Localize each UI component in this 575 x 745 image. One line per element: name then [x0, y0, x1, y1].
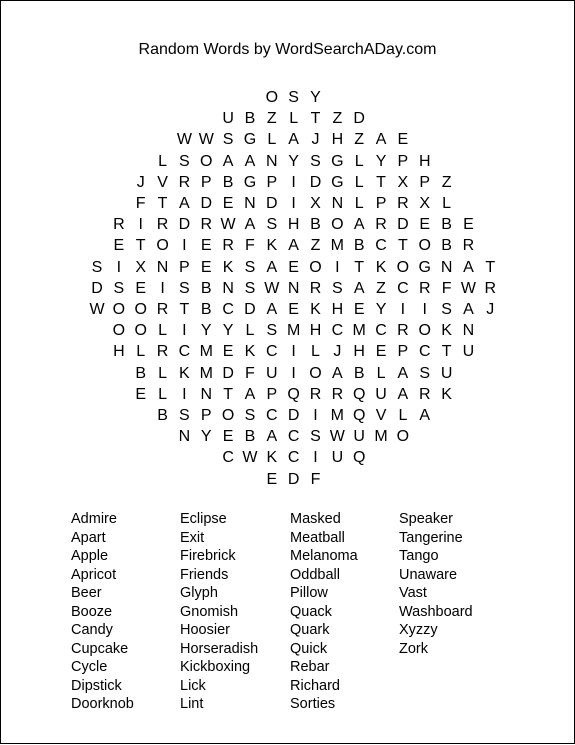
- grid-letter: C: [418, 343, 431, 361]
- grid-letter: N: [462, 322, 475, 340]
- word-list-item: Apricot: [71, 566, 117, 583]
- grid-letter: C: [287, 449, 300, 467]
- grid-letter: X: [397, 173, 409, 191]
- grid-letter: E: [288, 258, 299, 276]
- grid-letter: N: [200, 385, 213, 403]
- grid-letter: C: [375, 237, 387, 255]
- grid-letter: U: [331, 449, 344, 467]
- grid-letter: C: [266, 343, 278, 361]
- word-list-item: Richard: [290, 677, 340, 694]
- grid-letter: S: [419, 364, 431, 382]
- grid-letter: I: [422, 301, 427, 318]
- grid-letter: M: [330, 237, 344, 255]
- grid-letter: S: [91, 258, 103, 276]
- word-list-item: Xyzzy: [399, 622, 438, 638]
- grid-letter: H: [287, 216, 300, 234]
- word-list-item: Quack: [290, 603, 332, 620]
- grid-letter: K: [179, 364, 190, 382]
- grid-letter: C: [287, 428, 300, 446]
- grid-letter: P: [179, 258, 190, 276]
- grid-letter: K: [266, 237, 278, 255]
- grid-letter: B: [441, 237, 452, 255]
- grid-letter: T: [310, 110, 321, 128]
- grid-letter: Q: [287, 385, 300, 403]
- grid-letter: V: [375, 407, 387, 424]
- grid-letter: K: [244, 343, 256, 361]
- grid-letter: B: [310, 216, 321, 234]
- grid-letter: F: [245, 364, 255, 382]
- grid-letter: N: [287, 279, 300, 297]
- grid-letter: S: [179, 279, 190, 297]
- grid-letter: O: [396, 428, 410, 446]
- grid-letter: C: [222, 301, 234, 318]
- grid-letter: L: [311, 343, 320, 361]
- grid-letter: B: [222, 173, 234, 191]
- grid-letter: C: [397, 279, 409, 297]
- grid-letter: E: [266, 470, 278, 488]
- grid-letter: Y: [375, 301, 387, 318]
- grid-letter: R: [178, 173, 191, 191]
- grid-letter: G: [243, 173, 257, 191]
- grid-letter: E: [135, 385, 147, 403]
- grid-letter: N: [156, 258, 169, 276]
- grid-letter: L: [158, 385, 167, 403]
- grid-letter: H: [331, 301, 344, 318]
- grid-letter: I: [313, 449, 318, 467]
- grid-letter: R: [156, 301, 169, 318]
- grid-letter: U: [375, 385, 387, 403]
- grid-letter: L: [136, 343, 146, 361]
- grid-letter: O: [418, 237, 431, 255]
- grid-letter: Q: [352, 449, 366, 467]
- grid-letter: P: [397, 343, 409, 361]
- grid-letter: D: [244, 301, 256, 318]
- grid-letter: G: [418, 258, 431, 276]
- grid-letter: B: [244, 428, 256, 446]
- grid-letter: E: [222, 195, 234, 212]
- grid-letter: O: [134, 322, 147, 340]
- grid-letter: R: [331, 385, 344, 403]
- grid-letter: C: [178, 343, 191, 361]
- grid-letter: W: [220, 216, 236, 234]
- grid-letter: Z: [332, 110, 343, 128]
- word-list-item: Lick: [180, 677, 206, 694]
- grid-letter: P: [266, 385, 278, 403]
- word-list: [1, 1, 574, 745]
- grid-letter: B: [135, 364, 147, 382]
- grid-letter: S: [310, 152, 321, 170]
- grid-letter: A: [266, 258, 278, 276]
- grid-letter: D: [91, 279, 103, 297]
- grid-letter: E: [135, 279, 147, 297]
- word-list-item: Oddball: [290, 566, 340, 583]
- grid-letter: O: [331, 216, 344, 234]
- grid-letter: E: [353, 301, 365, 318]
- grid-letter: B: [244, 110, 256, 128]
- grid-letter: G: [331, 173, 344, 191]
- grid-letter: L: [158, 152, 167, 170]
- grid-letter: S: [266, 216, 278, 234]
- grid-letter: M: [199, 343, 213, 361]
- grid-letter: W: [176, 131, 192, 149]
- grid-letter: B: [441, 216, 452, 234]
- grid-letter: F: [245, 237, 255, 255]
- grid-letter: U: [266, 364, 278, 382]
- grid-letter: X: [135, 258, 147, 276]
- grid-letter: R: [484, 279, 497, 297]
- grid-letter: C: [331, 322, 344, 340]
- grid-letter: O: [156, 237, 169, 255]
- grid-letter: D: [353, 110, 365, 128]
- grid-letter: L: [376, 364, 386, 382]
- grid-letter: C: [222, 449, 234, 467]
- grid-letter: A: [397, 385, 409, 403]
- grid-letter: T: [223, 385, 233, 403]
- grid-letter: D: [178, 216, 191, 234]
- grid-letter: I: [313, 407, 318, 424]
- grid-letter: Y: [200, 322, 212, 340]
- word-list-item: Candy: [71, 622, 113, 638]
- grid-letter: T: [354, 258, 365, 276]
- word-list-item: Admire: [71, 511, 117, 527]
- grid-letter: W: [89, 301, 105, 318]
- word-list-item: Pillow: [290, 585, 328, 601]
- grid-letter: X: [419, 195, 431, 212]
- word-list-item: Quark: [290, 622, 330, 638]
- grid-letter: B: [200, 301, 212, 318]
- grid-letter: Q: [352, 407, 366, 424]
- grid-letter: L: [289, 110, 299, 128]
- grid-letter: O: [112, 301, 126, 318]
- grid-letter: E: [397, 131, 409, 149]
- grid-letter: T: [485, 258, 496, 276]
- grid-letter: P: [375, 195, 387, 212]
- grid-letter: D: [287, 407, 300, 424]
- grid-letter: U: [440, 364, 453, 382]
- grid-letter: T: [157, 195, 168, 212]
- grid-letter: R: [375, 216, 387, 234]
- page-title: Random Words by WordSearchADay.com: [138, 41, 437, 58]
- grid-letter: B: [353, 237, 365, 255]
- grid-letter: I: [291, 343, 296, 361]
- grid-letter: I: [291, 173, 296, 191]
- grid-letter: K: [375, 258, 387, 276]
- grid-letter: M: [330, 407, 344, 424]
- grid-letter: L: [354, 173, 364, 191]
- word-list-item: Lint: [180, 696, 204, 712]
- grid-letter: U: [462, 343, 475, 361]
- grid-letter: L: [267, 131, 277, 149]
- grid-letter: E: [200, 237, 212, 255]
- grid-letter: I: [291, 195, 296, 212]
- grid-letter: Z: [376, 279, 386, 297]
- grid-letter: S: [441, 301, 452, 318]
- word-list-item: Tangerine: [399, 529, 463, 546]
- word-list-item: Rebar: [290, 659, 330, 675]
- grid-letter: E: [288, 301, 299, 318]
- grid-letter: R: [156, 343, 169, 361]
- grid-letter: H: [113, 343, 125, 361]
- grid-letter: R: [418, 385, 431, 403]
- grid-letter: S: [244, 258, 256, 276]
- grid-letter: I: [182, 385, 187, 403]
- grid-letter: O: [134, 301, 147, 318]
- grid-letter: V: [157, 173, 168, 191]
- grid-letter: S: [310, 428, 321, 446]
- grid-letter: Y: [375, 152, 387, 170]
- word-list-item: Unaware: [399, 566, 458, 583]
- grid-letter: K: [441, 322, 452, 340]
- grid-letter: P: [397, 152, 409, 170]
- word-list-item: Tango: [399, 548, 439, 564]
- grid-letter: A: [244, 152, 256, 170]
- grid-letter: S: [222, 131, 234, 149]
- grid-letter: A: [179, 195, 190, 212]
- grid-letter: D: [397, 216, 409, 234]
- grid-letter: S: [179, 407, 190, 424]
- grid-letter: A: [463, 258, 474, 276]
- grid-letter: C: [375, 322, 387, 340]
- grid-letter: I: [138, 216, 143, 234]
- grid-letter: H: [309, 322, 322, 340]
- word-list-item: Zork: [399, 640, 428, 657]
- grid-letter: F: [441, 279, 452, 297]
- grid-letter: S: [113, 279, 125, 297]
- grid-letter: L: [158, 364, 167, 382]
- grid-letter: K: [266, 449, 278, 467]
- grid-letter: E: [375, 343, 387, 361]
- grid-letter: J: [333, 343, 342, 361]
- grid-letter: A: [353, 216, 365, 234]
- grid-letter: Y: [200, 428, 212, 446]
- grid-letter: A: [222, 152, 234, 170]
- grid-letter: O: [112, 322, 126, 340]
- grid-letter: H: [331, 131, 344, 149]
- grid-letter: A: [266, 301, 278, 318]
- grid-letter: C: [266, 407, 278, 424]
- word-list-item: Dipstick: [71, 677, 122, 694]
- grid-letter: N: [266, 152, 278, 170]
- word-list-item: Exit: [180, 529, 205, 546]
- grid-letter: N: [222, 279, 234, 297]
- word-list-item: Vast: [399, 585, 427, 601]
- grid-letter: Z: [354, 131, 365, 149]
- word-list-item: Cycle: [71, 659, 108, 675]
- grid-letter: D: [200, 195, 213, 212]
- word-list-item: Firebrick: [180, 548, 236, 564]
- grid-letter: R: [309, 385, 322, 403]
- word-list-item: Washboard: [399, 603, 473, 620]
- grid-letter: A: [463, 301, 474, 318]
- grid-letter: A: [397, 364, 409, 382]
- word-list-item: Kickboxing: [180, 659, 251, 675]
- grid-letter: X: [310, 195, 321, 212]
- grid-letter: O: [309, 364, 322, 382]
- word-list-item: Apart: [71, 529, 106, 546]
- grid-letter: P: [419, 173, 431, 191]
- grid-letter: A: [266, 428, 278, 446]
- grid-letter: I: [335, 258, 340, 276]
- grid-letter: I: [400, 301, 406, 318]
- grid-letter: M: [352, 322, 366, 340]
- grid-letter: T: [398, 237, 408, 255]
- grid-letter: E: [113, 237, 125, 255]
- word-list-item: Beer: [71, 585, 102, 601]
- grid-letter: M: [286, 322, 301, 340]
- grid-letter: S: [288, 89, 299, 106]
- grid-letter: J: [486, 301, 495, 318]
- grid-letter: A: [288, 131, 299, 149]
- grid-letter: R: [462, 237, 475, 255]
- grid-letter: A: [353, 279, 365, 297]
- grid-letter: I: [182, 322, 187, 340]
- grid-letter: L: [442, 195, 452, 212]
- grid-letter: Y: [288, 152, 299, 170]
- grid-letter: O: [309, 258, 322, 276]
- word-list-item: Gnomish: [180, 603, 239, 620]
- grid-letter: A: [288, 237, 299, 255]
- grid-letter: S: [332, 279, 343, 297]
- word-list-item: Glyph: [180, 585, 218, 601]
- grid-letter: H: [418, 152, 431, 170]
- word-list-item: Masked: [290, 511, 341, 527]
- word-list-item: Speaker: [399, 511, 454, 527]
- grid-letter: G: [243, 131, 257, 149]
- grid-letter: L: [398, 407, 408, 424]
- grid-letter: N: [178, 428, 191, 446]
- grid-letter: N: [331, 195, 344, 212]
- grid-letter: P: [266, 173, 278, 191]
- grid-letter: R: [156, 216, 169, 234]
- grid-letter: I: [182, 237, 187, 255]
- grid-letter: S: [179, 152, 190, 170]
- grid-letter: B: [157, 407, 168, 424]
- word-list-item: Cupcake: [71, 640, 129, 657]
- grid-letter: E: [222, 343, 234, 361]
- grid-letter: F: [135, 195, 146, 212]
- grid-letter: K: [222, 258, 234, 276]
- grid-letter: A: [419, 407, 431, 424]
- grid-letter: D: [266, 195, 278, 212]
- word-list-item: Apple: [71, 548, 109, 564]
- grid-letter: B: [353, 364, 365, 382]
- grid-letter: S: [266, 322, 278, 340]
- grid-letter: E: [222, 428, 234, 446]
- grid-letter: H: [353, 343, 365, 361]
- word-list-item: Friends: [180, 566, 229, 583]
- grid-letter: W: [264, 279, 280, 297]
- word-list-item: Quick: [290, 640, 328, 657]
- grid-letter: T: [135, 237, 146, 255]
- word-list-item: Melanoma: [290, 548, 358, 564]
- grid-letter: T: [441, 343, 452, 361]
- word-list-item: Horseradish: [180, 640, 259, 657]
- grid-letter: W: [329, 428, 345, 446]
- word-list-item: Meatball: [290, 529, 345, 546]
- grid-letter: R: [222, 237, 234, 255]
- grid-letter: Z: [310, 237, 321, 255]
- grid-letter: D: [287, 470, 300, 488]
- grid-letter: D: [222, 364, 234, 382]
- grid-letter: R: [418, 279, 431, 297]
- grid-letter: O: [396, 258, 410, 276]
- grid-letter: Q: [352, 385, 366, 403]
- grid-letter: A: [332, 364, 343, 382]
- grid-letter: J: [136, 173, 145, 191]
- grid-letter: L: [354, 152, 364, 170]
- grid-letter: I: [291, 364, 296, 382]
- grid-letter: O: [200, 152, 213, 170]
- grid-letter: L: [245, 322, 255, 340]
- word-list-item: Doorknob: [71, 696, 134, 712]
- grid-letter: O: [221, 407, 235, 424]
- grid-letter: Y: [310, 89, 321, 106]
- grid-letter: L: [354, 195, 364, 212]
- grid-letter: D: [309, 173, 322, 191]
- grid-letter: E: [419, 216, 431, 234]
- grid-letter: I: [116, 258, 122, 276]
- grid-letter: I: [160, 279, 165, 297]
- grid-letter: N: [440, 258, 453, 276]
- grid-letter: J: [311, 131, 320, 149]
- grid-letter: W: [198, 131, 214, 149]
- grid-letter: R: [397, 195, 409, 212]
- grid-letter: P: [200, 173, 212, 191]
- word-list-item: Booze: [71, 603, 113, 620]
- grid-letter: U: [353, 428, 365, 446]
- grid-letter: R: [397, 322, 409, 340]
- grid-letter: R: [200, 216, 213, 234]
- grid-letter: A: [375, 131, 387, 149]
- grid-letter: B: [200, 279, 212, 297]
- grid-letter: N: [244, 195, 256, 212]
- grid-letter: G: [331, 152, 344, 170]
- grid-letter: A: [244, 385, 256, 403]
- word-list-item: Sorties: [290, 696, 336, 712]
- grid-letter: R: [309, 279, 322, 297]
- grid-letter: R: [113, 216, 125, 234]
- grid-letter: L: [158, 322, 167, 340]
- grid-letter: T: [376, 173, 386, 191]
- grid-letter: M: [199, 364, 213, 382]
- grid-letter: O: [265, 89, 279, 106]
- word-list-item: Eclipse: [180, 511, 227, 527]
- grid-letter: W: [242, 449, 258, 467]
- grid-letter: T: [179, 301, 190, 318]
- grid-letter: Z: [266, 110, 277, 128]
- grid-letter: W: [460, 279, 476, 297]
- grid-letter: S: [244, 279, 256, 297]
- grid-letter: E: [200, 258, 212, 276]
- grid-letter: S: [244, 407, 256, 424]
- grid-letter: A: [244, 216, 256, 234]
- grid-letter: O: [418, 322, 431, 340]
- grid-letter: K: [441, 385, 452, 403]
- grid-letter: U: [222, 110, 234, 128]
- grid-letter: Y: [222, 322, 234, 340]
- grid-letter: K: [310, 301, 321, 318]
- grid-letter: Z: [441, 173, 452, 191]
- grid-letter: M: [374, 428, 388, 446]
- grid-letter: P: [200, 407, 212, 424]
- grid-letter: F: [310, 470, 321, 488]
- grid-letter: E: [463, 216, 474, 234]
- word-list-item: Hoosier: [180, 622, 230, 638]
